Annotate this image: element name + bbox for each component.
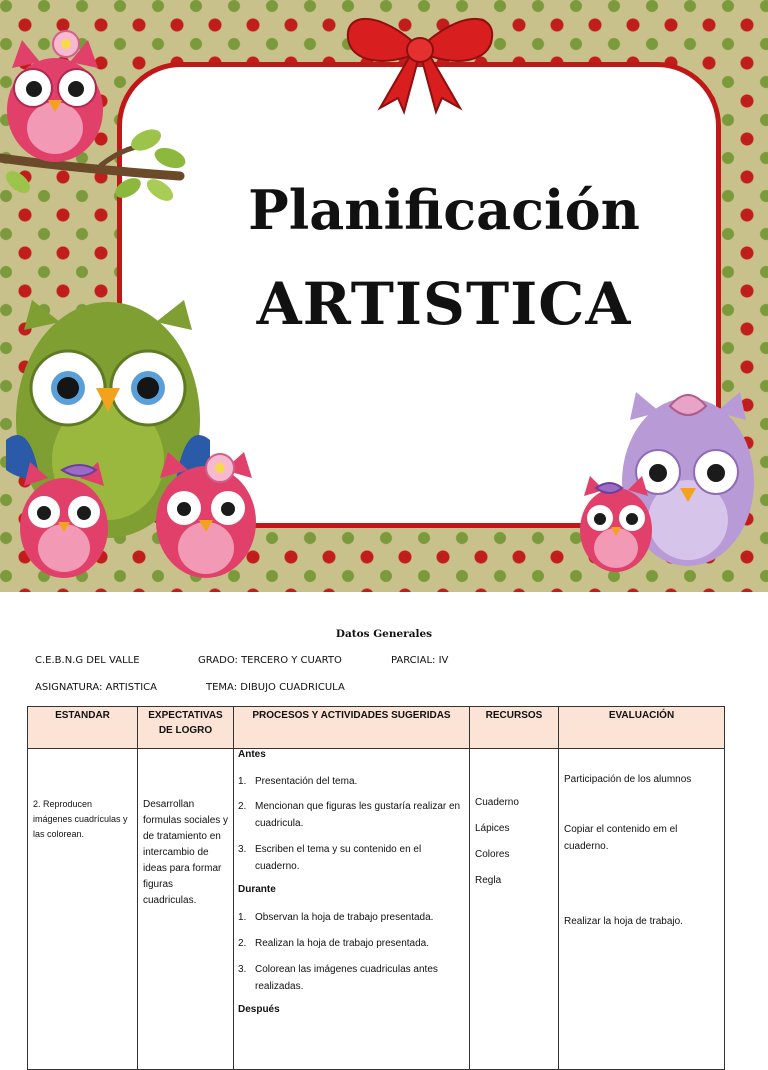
list-item: 3. Colorean las imágenes cuadriculas antes realizadas. xyxy=(238,964,438,992)
owl-pink-icon xyxy=(580,476,652,572)
header-resources: RECURSOS xyxy=(470,707,559,749)
resources-cell xyxy=(470,749,559,1070)
resource-item: Colores xyxy=(475,849,510,860)
evaluation-item: Copiar el contenido em el cuaderno. xyxy=(564,824,678,852)
owl-pink-icon xyxy=(20,462,108,578)
owl-pink-icon xyxy=(156,452,256,578)
header-expectations: EXPECTATIVAS DE LOGRO xyxy=(138,707,234,749)
evaluation-item: Participación de los alumnos xyxy=(564,774,692,785)
subject-field: ASIGNATURA: ARTISTICA xyxy=(35,682,157,693)
expectations-text: Desarrollan formulas sociales y de tratamiento en intercambio de ideas para formar figuras cuadriculas. xyxy=(143,799,229,906)
list-item: 1. Presentación del tema. xyxy=(238,776,358,787)
header-processes: PROCESOS Y ACTIVIDADES SUGERIDAS xyxy=(234,707,470,749)
resource-item: Cuaderno xyxy=(475,797,519,808)
planning-table xyxy=(27,706,725,1070)
phase-during-label: Durante xyxy=(238,884,276,895)
cover-title: Planificación xyxy=(248,178,640,242)
list-item: 2. Realizan la hoja de trabajo presentada. xyxy=(238,938,430,949)
topic-field: TEMA: DIBUJO CUADRICULA xyxy=(206,682,345,693)
list-item: 2. Mencionan que figuras les gustaría realizar en cuadricula. xyxy=(238,801,461,829)
cover-subtitle: ARTISTICA xyxy=(256,270,632,338)
phase-before-label: Antes xyxy=(238,749,266,760)
resource-item: Regla xyxy=(475,875,502,886)
resource-item: Lápices xyxy=(475,823,510,834)
header-standard: ESTANDAR xyxy=(28,707,138,749)
processes-cell xyxy=(234,749,470,1070)
evaluation-cell xyxy=(559,749,725,1070)
general-data-section xyxy=(0,592,768,1024)
phase-after-label: Después xyxy=(238,1004,280,1015)
school-name: C.E.B.N.G DEL VALLE xyxy=(35,655,140,666)
standard-cell xyxy=(28,749,138,1070)
owl-pink-icon xyxy=(7,31,103,162)
grade-field: GRADO: TERCERO Y CUARTO xyxy=(198,655,342,666)
expectations-cell xyxy=(138,749,234,1070)
section-heading: Datos Generales xyxy=(335,628,433,640)
list-item: 1. Observan la hoja de trabajo presentada. xyxy=(238,912,434,923)
header-evaluation: EVALUACIÓN xyxy=(559,707,725,749)
list-item: 3. Escriben el tema y su contenido en el cuaderno. xyxy=(238,844,422,872)
standard-text: 2. Reproducen imágenes cuadrículas y las colorean. xyxy=(33,799,128,839)
partial-field: PARCIAL: IV xyxy=(391,655,449,666)
evaluation-item: Realizar la hoja de trabajo. xyxy=(564,916,683,927)
bow-icon xyxy=(348,19,492,112)
table-row xyxy=(28,749,725,1070)
table-header-row xyxy=(28,707,725,749)
